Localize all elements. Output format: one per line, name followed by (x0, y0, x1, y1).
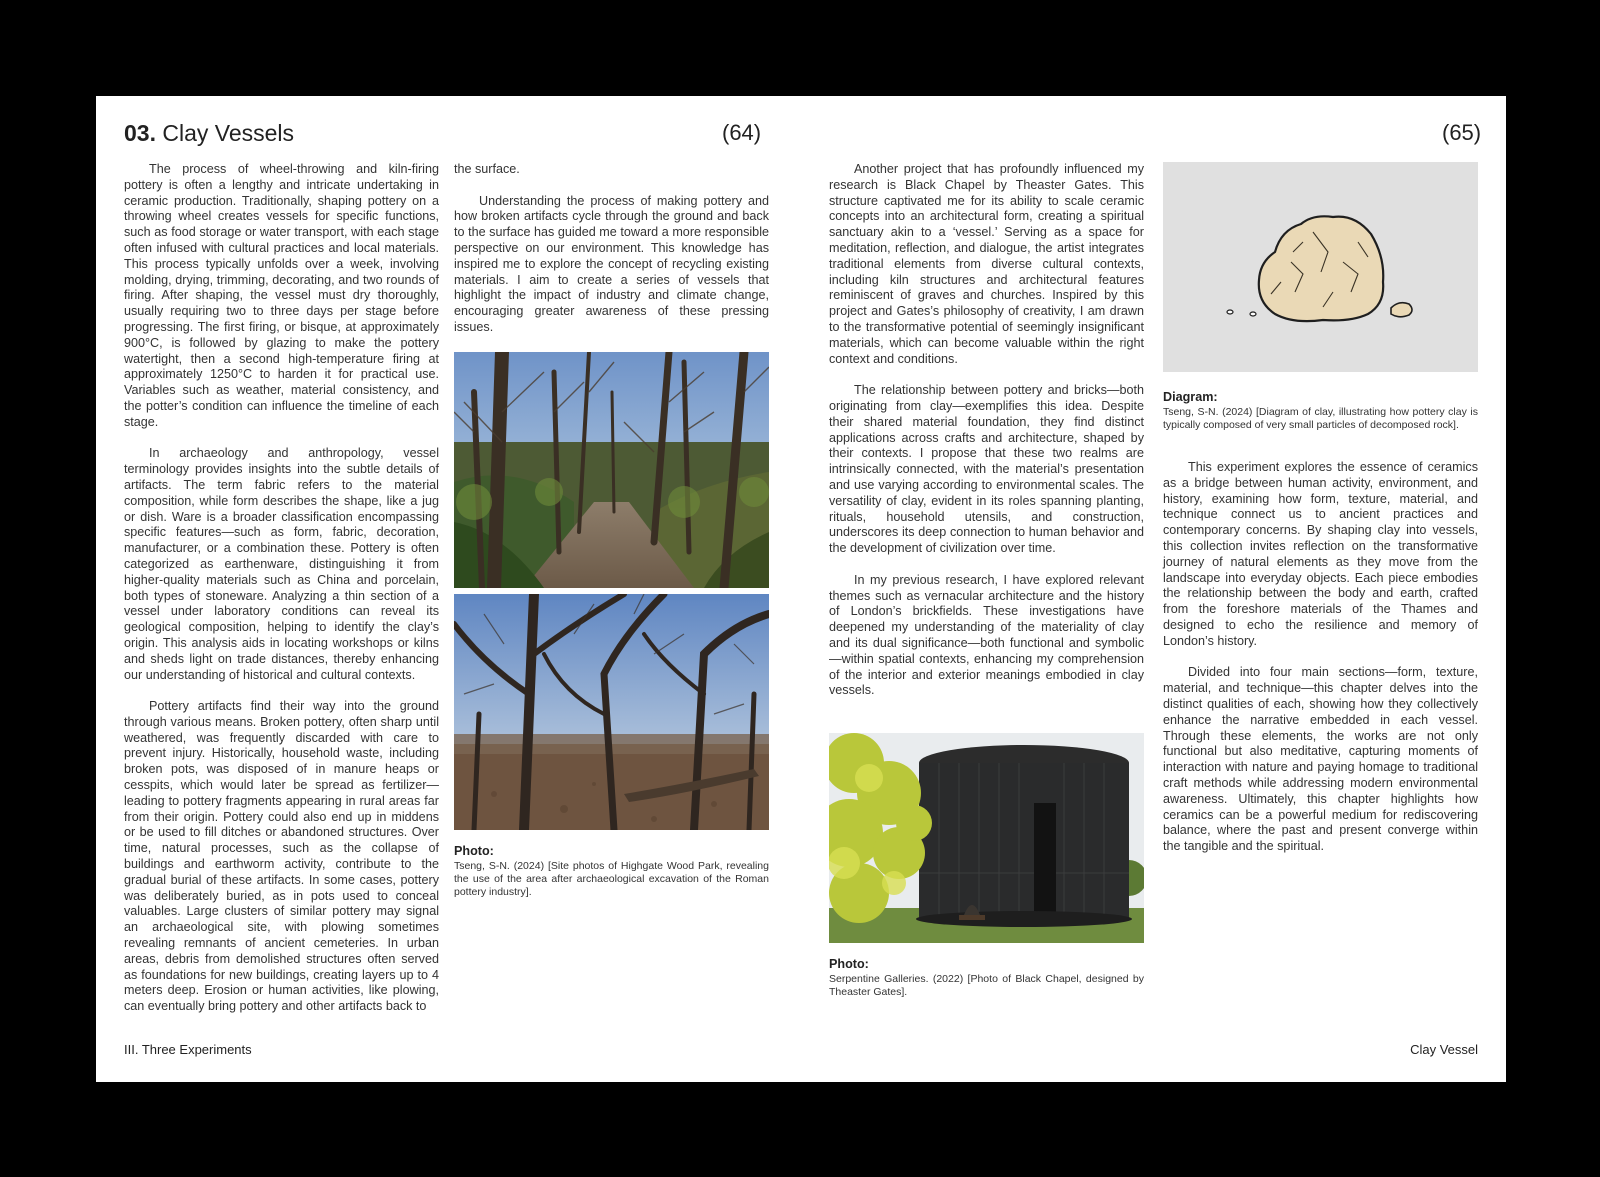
clay-diagram (1163, 162, 1478, 372)
forest-path-photo (454, 352, 769, 588)
paragraph: In archaeology and anthropology, vessel terminology provides insights into the subtle details of artifacts. The term fabric refers to the material composition, while form describes the shape, like a jug or dish. Ware is a broader classification encompassing specific features—such as form, fabric, decoration, manufacturer, or a combination these. Pottery is often categorized as earthenware, distinguishing it from higher-quality materials such as China and porcelain, both types of stoneware. Analyzing a thin section of a vessel under laboratory conditions can reveal its geological composition, helping to identify the clay’s origin. This analysis aids in locating workshops or kilns and sheds light on trade distances, thereby enhancing our understanding of historical and cultural contexts. (124, 446, 439, 682)
paragraph: The process of wheel-throwing and kiln-firing pottery is often a lengthy and intricate undertaking in ceramic production. Traditionally, shaping pottery on a throwing wheel creates vessels for specific functions, such as food storage or water transport, with each stage often infused with cultural practices and local materials. This process typically unfolds over a week, involving molding, drying, trimming, decorating, and two rounds of firing. After shaping, the vessel must dry thoroughly, usually requiring two to three days per stage before progressing. The first firing, or bisque, at approximately 900°C, is followed by glazing to make the pottery watertight, then a second high-temperature firing at approximately 1250°C to harden it for practical use. Variables such as weather, material consistency, and the potter’s condition can influence the timeline of each stage. (124, 162, 439, 429)
paragraph: The relationship between pottery and bricks—both originating from clay—exemplifies this idea. Despite their shared material foundation, they find distinct applications across crafts and architecture, shaped by their contexts. I propose that these two realms are intrinsically connected, with the material’s presentation and use varying according to environmental scales. The versatility of clay, evident in its roles spanning planting, rituals, household utensils, and construction, underscores its deep connection to human behavior and the development of civilization over time. (829, 383, 1144, 556)
text-column-4 (1163, 460, 1478, 871)
text-column-2 (454, 162, 769, 352)
page-number-right: (65) (1442, 120, 1482, 145)
diagram-caption-title: Diagram: (1163, 390, 1218, 404)
photo-caption-text: Tseng, S-N. (2024) [Site photos of Highgate Wood Park, revealing the use of the area after archaeological excavation of the Roman pottery industry]. (454, 860, 769, 898)
clay-diagram-figure (1163, 162, 1478, 432)
photo-caption-title: Photo: (829, 957, 869, 971)
chapter-title: Clay Vessels (162, 120, 295, 146)
paragraph: This experiment explores the essence of ceramics as a bridge between human activity, environment, and history, examining how form, texture, material, and technique connect us to ancient practices and contemporary concerns. By shaping clay into vessels, this collection invites reflection on the transformative journey of natural elements as they move from the landscape into everyday objects. Each piece embodies the relationship between the body and earth, crafted from the foreshore materials of the Thames and designed to echo the resilience and memory of London’s history. (1163, 460, 1478, 648)
paragraph: Understanding the process of making pottery and how broken artifacts cycle through the ground and back to the surface has guided me toward a more responsible perspective on our environment. This knowledge has inspired me to explore the concept of recycling existing materials. I aim to create a series of vessels that highlight the impact of industry and climate change, encouraging greater awareness of these pressing issues. (454, 193, 769, 334)
photo-caption-text: Serpentine Galleries. (2022) [Photo of Black Chapel, designed by Theaster Gates]. (829, 973, 1144, 998)
photo-caption-title: Photo: (454, 844, 494, 858)
footer-right: Clay Vessel (1410, 1042, 1478, 1057)
chapter-heading (124, 122, 294, 145)
footer-left: III. Three Experiments (124, 1042, 252, 1057)
paragraph: Another project that has profoundly influenced my research is Black Chapel by Theaster Gates. This structure captivated me for its ability to scale ceramic concepts into an architectural form, creating a spiritual sanctuary akin to a ‘vessel.’ Serving as a space for meditation, reflection, and dialogue, the artist integrates traditional elements from diverse cultural contexts, including kiln structures and architectural features reminiscent of graves and churches. Inspired by this project and Gates’s philosophy of creativity, I am drawn to the transformative potential of seemingly insignificant materials, which can become valuable within the right context and conditions. (829, 162, 1144, 366)
paragraph: Pottery artifacts find their way into the ground through various means. Broken pottery, often sharp until weathered, was frequently discarded with care to prevent injury. Historically, household waste, including broken pots, was disposed of in manure heaps or cesspits, which would later be spread as fertilizer—leading to pottery fragments appearing in rural areas far from their origin. Pottery could also end up in middens or be used to fill ditches or abandoned structures. Over time, natural processes, such as the collapse of buildings and earthworm activity, contribute to the gradual burial of these artifacts. In some cases, pottery was deliberately buried, as in pots used to conceal valuables. Large clusters of similar pottery may signal an archaeological site, with plowing sometimes revealing remnants of ancient cemeteries. In urban areas, debris from demolished structures often served as foundations for new buildings, creating layers up to 4 meters deep. Erosion or human activities, like plowing, can eventually bring pottery and other artifacts back to (124, 699, 439, 1014)
woodland-photo (454, 594, 769, 830)
black-chapel-photo (829, 733, 1144, 943)
black-chapel-figure (829, 733, 1144, 999)
highgate-photos (454, 352, 769, 899)
text-column-3 (829, 162, 1144, 715)
chapter-number: 03. (124, 120, 156, 146)
paragraph: Divided into four main sections—form, texture, material, and technique—this chapter delves into the distinct qualities of each, showing how they collectively enhance the narrative embedded in each vessel. Through these elements, the works are not only functional but also meditative, capturing moments of interaction with nature and paying homage to traditional craft methods while addressing modern environmental awareness. Ultimately, this chapter highlights how ceramics can be a powerful medium for rediscovering balance, where the past and present converge within the tangible and the spiritual. (1163, 665, 1478, 854)
paragraph-continuation: the surface. (454, 162, 520, 176)
paragraph: In my previous research, I have explored relevant themes such as vernacular architecture and the history of London’s brickfields. These investigations have deepened my understanding of the materiality of clay and its dual significance—both functional and symbolic—within spatial contexts, enhancing my comprehension of the interior and exterior meanings embodied in clay vessels. (829, 572, 1144, 698)
diagram-caption-text: Tseng, S-N. (2024) [Diagram of clay, illustrating how pottery clay is typically composed of very small particles of decomposed rock]. (1163, 406, 1478, 431)
page-number-left: (64) (722, 120, 762, 145)
book-spread (96, 96, 1506, 1082)
text-column-1 (124, 162, 439, 1031)
